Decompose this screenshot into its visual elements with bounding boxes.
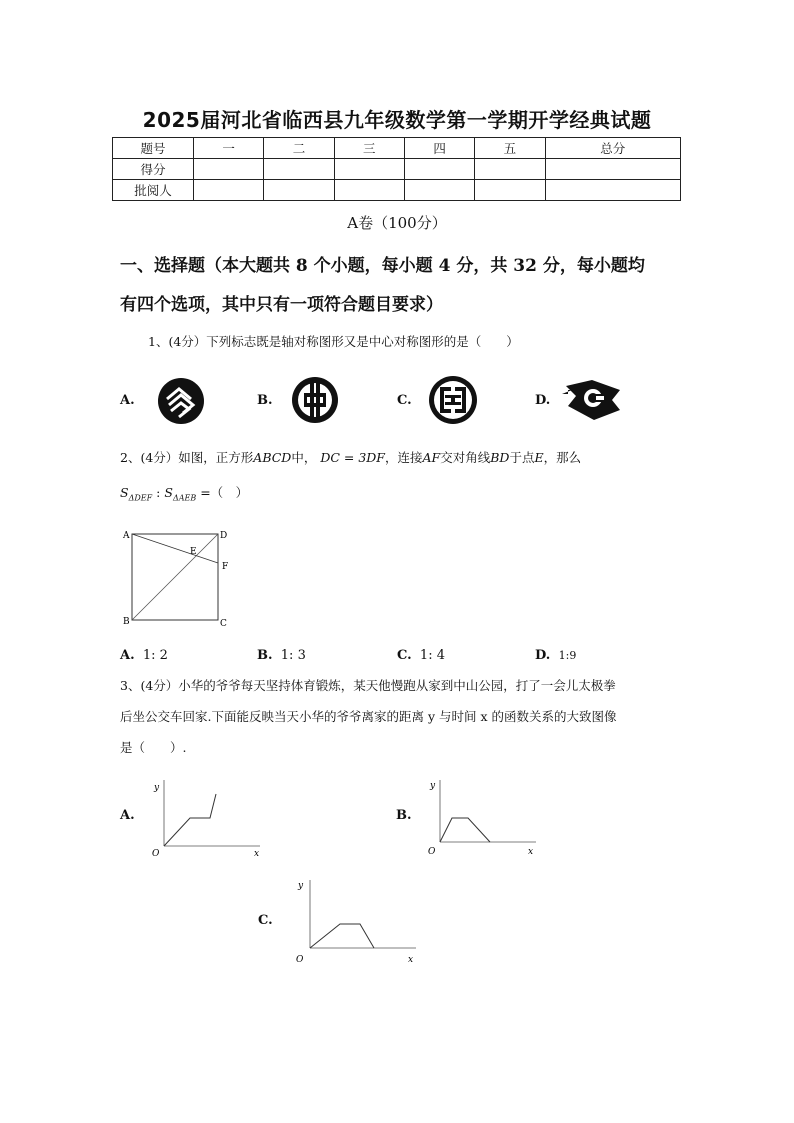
q2-option-a: A. 1: 2 bbox=[120, 648, 168, 663]
x-axis-label: x bbox=[528, 847, 534, 857]
q1-option-d-label: D. bbox=[535, 393, 551, 408]
question-2-ratio: $S_{\Delta DEF}$ : $S_{\Delta AEB}$ =（ ） bbox=[120, 485, 249, 503]
table-cell: 批阅人 bbox=[113, 180, 194, 201]
table-cell bbox=[264, 159, 334, 180]
q3-option-b-label: B. bbox=[396, 808, 412, 823]
section-title: A卷（100分） bbox=[347, 214, 447, 232]
score-table bbox=[112, 137, 681, 201]
q1-option-c-label: C. bbox=[397, 393, 412, 408]
q1-option-b-label: B. bbox=[257, 393, 273, 408]
q2-option-b: B. 1: 3 bbox=[257, 648, 306, 663]
table-cell: 题号 bbox=[113, 138, 194, 159]
question-3-line2: 后坐公交车回家.下面能反映当天小华的爷爷离家的距离 y 与时间 x 的函数关系的大致图像 bbox=[120, 709, 617, 724]
point-label-b: B bbox=[123, 617, 130, 627]
graph-option-c bbox=[290, 874, 420, 968]
question-3-line3: 是（ ）. bbox=[120, 740, 187, 755]
y-axis-label: y bbox=[298, 881, 304, 891]
y-axis-label: y bbox=[430, 781, 436, 791]
origin-label: O bbox=[428, 847, 436, 857]
table-cell bbox=[475, 180, 545, 201]
table-cell: 三 bbox=[334, 138, 404, 159]
q1-option-a-label: A. bbox=[120, 393, 135, 408]
table-cell bbox=[545, 159, 680, 180]
china-mobile-logo-icon bbox=[157, 377, 205, 425]
score-table-header-row bbox=[113, 138, 681, 159]
question-1-text: 1、(4分）下列标志既是轴对称图形又是中心对称图形的是（ ） bbox=[148, 334, 519, 349]
icbc-logo-icon bbox=[428, 375, 478, 425]
table-cell bbox=[264, 180, 334, 201]
table-cell: 得分 bbox=[113, 159, 194, 180]
square-figure bbox=[120, 526, 240, 630]
table-cell bbox=[194, 180, 264, 201]
table-cell bbox=[194, 159, 264, 180]
segment-af bbox=[132, 534, 218, 563]
point-label-f: F bbox=[222, 562, 229, 572]
point-label-c: C bbox=[220, 619, 227, 629]
table-cell bbox=[334, 159, 404, 180]
part-one-heading-line2: 有四个选项，其中只有一项符合题目要求） bbox=[120, 295, 443, 315]
table-cell bbox=[404, 159, 474, 180]
table-cell bbox=[475, 159, 545, 180]
graph-option-b bbox=[424, 774, 544, 860]
part-one-heading-line1: 一、选择题（本大题共 8 个小题，每小题 4 分，共 32 分，每小题均 bbox=[120, 256, 645, 276]
score-table-row bbox=[113, 180, 681, 201]
bank-logo-icon bbox=[290, 375, 340, 425]
q2-option-d: D. 1:9 bbox=[535, 648, 577, 663]
origin-label: O bbox=[296, 955, 304, 965]
page-title: 2025届河北省临西县九年级数学第一学期开学经典试题 bbox=[142, 108, 652, 132]
table-cell: 一 bbox=[194, 138, 264, 159]
question-2-text: 2、(4分）如图，正方形ABCD中， DC = 3DF，连接AF交对角线BD于点E，那么 bbox=[120, 450, 582, 465]
q3-option-a-label: A. bbox=[120, 808, 135, 823]
table-cell bbox=[334, 180, 404, 201]
table-cell bbox=[545, 180, 680, 201]
credit-union-logo-icon bbox=[560, 376, 626, 424]
table-cell bbox=[404, 180, 474, 201]
graph-option-a bbox=[148, 774, 268, 860]
table-cell: 四 bbox=[404, 138, 474, 159]
q2-option-c: C. 1: 4 bbox=[397, 648, 445, 663]
point-label-e: E bbox=[190, 547, 197, 557]
graph-line bbox=[164, 794, 216, 846]
y-axis-label: y bbox=[154, 783, 160, 793]
diagonal-bd bbox=[132, 534, 218, 620]
table-cell: 五 bbox=[475, 138, 545, 159]
graph-line bbox=[440, 818, 490, 842]
table-cell: 总分 bbox=[545, 138, 680, 159]
graph-line bbox=[310, 924, 374, 948]
q3-option-c-label: C. bbox=[258, 913, 273, 928]
question-3-line1: 3、(4分）小华的爷爷每天坚持体育锻炼，某天他慢跑从家到中山公园，打了一会儿太极拳 bbox=[120, 678, 616, 693]
origin-label: O bbox=[152, 849, 160, 859]
x-axis-label: x bbox=[408, 955, 414, 965]
table-cell: 二 bbox=[264, 138, 334, 159]
point-label-d: D bbox=[220, 531, 228, 541]
point-label-a: A bbox=[123, 531, 130, 541]
x-axis-label: x bbox=[254, 849, 260, 859]
score-table-row bbox=[113, 159, 681, 180]
